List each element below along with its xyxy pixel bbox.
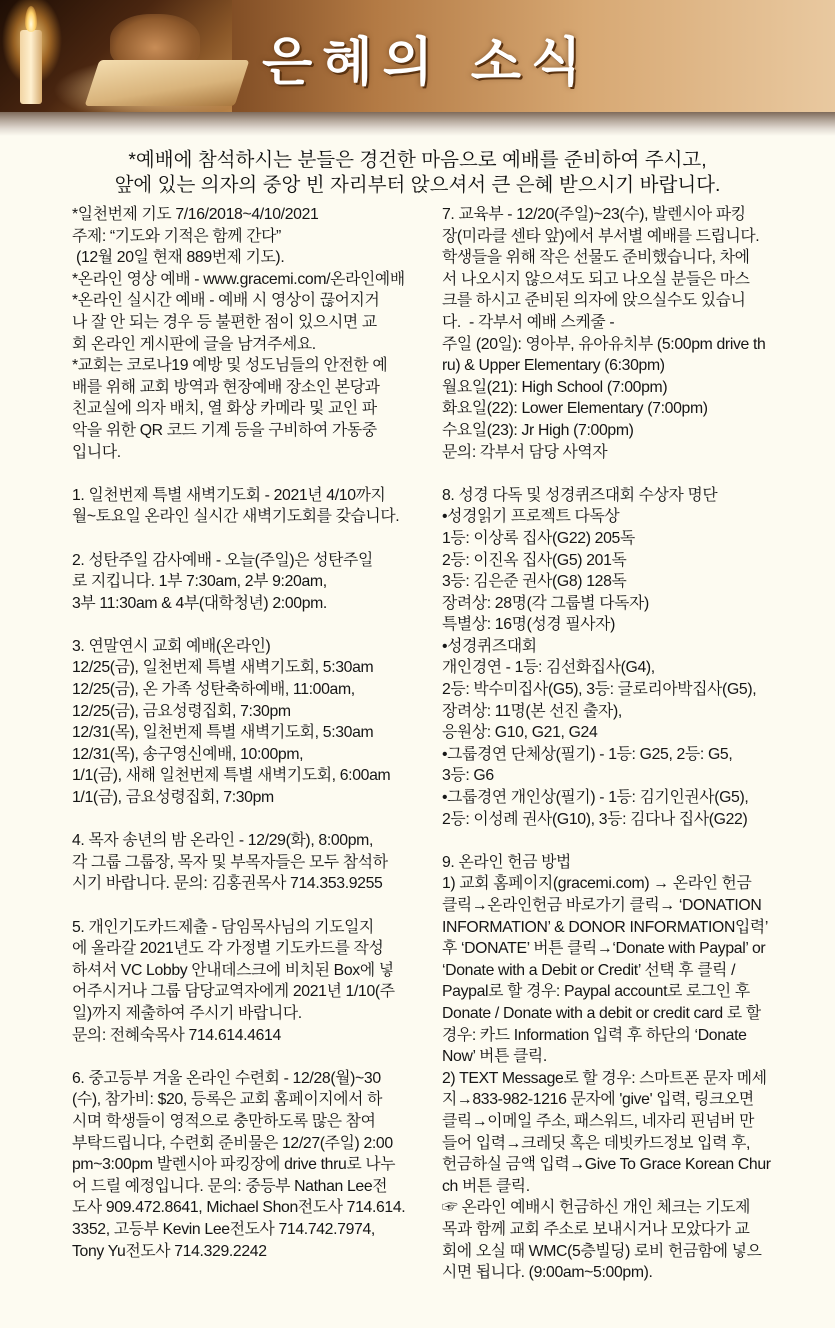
announcement-line: 시며 학생들이 영적으로 충만하도록 많은 참여 [72, 1112, 376, 1130]
announcement-line: Now’ 버튼 클릭. [442, 1048, 547, 1066]
announcement-line: 주일 (20일): 영아부, 유아유치부 (5:00pm drive th [442, 335, 766, 353]
announcement-item [72, 917, 432, 1047]
header-banner [0, 0, 835, 112]
announcement-line: 3등: 김은준 권사(G8) 128독 [442, 573, 627, 591]
announcement-line: 지→833-982-1216 문자에 'give' 입력, 링크오면 [442, 1091, 754, 1109]
announcement-line: (12월 20일 현재 889번제 기도). [72, 249, 285, 267]
announcement-line: pm~3:00pm 발렌시아 파킹장에 drive thru로 나누 [72, 1156, 396, 1174]
intro-notice [0, 148, 835, 198]
announcement-line: 도사 909.472.8641, Michael Shon전도사 714.614. [72, 1199, 406, 1217]
announcement-line: •성경퀴즈대회 [442, 637, 537, 655]
announcement-line: 12/31(목), 송구영신예배, 10:00pm, [72, 745, 304, 763]
announcement-line: 7. 교육부 - 12/20(주일)~23(수), 발렌시아 파킹 [442, 206, 746, 223]
announcement-line: 에 올라갈 2021년도 각 가정별 기도카드를 작성 [72, 940, 384, 958]
announcement-line: 3. 연말연시 교회 예배(온라인) [72, 637, 271, 655]
announcement-line: 들어 입력→크레딧 혹은 데빗카드정보 입력 후, [442, 1134, 751, 1152]
announcement-line: ☞ 온라인 예배시 헌금하신 개인 체크는 기도제 [442, 1199, 751, 1217]
announcement-line: INFORMATION’ & DONOR INFORMATION입력’ [442, 918, 769, 936]
announcement-line: 클릭→온라인헌금 바로가기 클릭→ ‘DONATION [442, 897, 762, 914]
announcement-line: *온라인 실시간 예배 - 예배 시 영상이 끊어지거 [72, 292, 380, 310]
announcement-line: 입니다. [72, 443, 121, 461]
announcement-line: 12/25(금), 금요성령집회, 7:30pm [72, 702, 291, 720]
flame-icon [25, 6, 37, 32]
announcement-item [72, 550, 432, 615]
announcement-item [442, 204, 802, 463]
announcement-line: 학생들을 위해 작은 선물도 준비했습니다, 차에 [442, 249, 750, 267]
announcement-line: 4. 목자 송년의 밤 온라인 - 12/29(화), 8:00pm, [72, 832, 374, 850]
announcement-line: 부탁드립니다, 수련회 준비물은 12/27(주일) 2:00 [72, 1134, 393, 1152]
announcement-line: 악을 위한 QR 코드 기계 등을 구비하여 가동중 [72, 421, 377, 439]
announcement-line: Paypal로 할 경우: Paypal account로 로그인 후 [442, 983, 750, 1001]
announcement-item [72, 1068, 432, 1262]
announcement-line: 다. - 각부서 예배 스케줄 - [442, 313, 615, 331]
announcement-line: 8. 성경 다독 및 성경퀴즈대회 수상자 명단 [442, 486, 718, 504]
announcement-line: 응원상: G10, G21, G24 [442, 724, 598, 742]
announcement-line: 9. 온라인 헌금 방법 [442, 853, 571, 871]
announcement-line: 목과 함께 교회 주소로 보내시거나 모았다가 교 [442, 1220, 750, 1238]
announcement-line: 후 ‘DONATE’ 버튼 클릭→‘Donate with Paypal’ or [442, 940, 766, 958]
announcement-line: 2) TEXT Message로 할 경우: 스마트폰 문자 메세 [442, 1069, 767, 1087]
announcement-line: 회에 오실 때 WMC(5층빌딩) 로비 헌금함에 넣으 [442, 1242, 762, 1260]
announcement-item [72, 204, 432, 463]
announcement-line: 특별상: 16명(성경 필사자) [442, 616, 615, 634]
announcement-line: 장(미라클 센타 앞)에서 부서별 예배를 드립니다. [442, 227, 760, 245]
intro-line: 앞에 있는 의자의 중앙 빈 자리부터 앉으셔서 큰 은혜 받으시기 바랍니다. [114, 174, 721, 196]
announcement-line: 1. 일천번제 특별 새벽기도회 - 2021년 4/10까지 [72, 486, 386, 504]
intro-line: *예배에 참석하시는 분들은 경건한 마음으로 예배를 준비하여 주시고, [128, 149, 707, 171]
announcement-line: 어주시거나 그룹 담당교역자에게 2021년 1/10(주 [72, 983, 395, 1001]
announcement-line: 화요일(22): Lower Elementary (7:00pm) [442, 400, 708, 418]
announcement-line: 장려상: 11명(본 선진 출자), [442, 702, 622, 720]
announcement-line: •그룹경연 단체상(필기) - 1등: G25, 2등: G5, [442, 745, 733, 763]
announcement-item [72, 636, 432, 809]
announcement-line: 장려상: 28명(각 그룹별 다독자) [442, 594, 649, 612]
announcement-line: 경우: 카드 Information 입력 후 하단의 ‘Donate [442, 1026, 747, 1044]
announcement-line: 친교실에 의자 배치, 열 화상 카메라 및 교인 파 [72, 400, 377, 418]
announcement-line: ‘Donate with a Debit or Credit’ 선택 후 클릭 / [442, 961, 736, 979]
announcement-line: 3352, 고등부 Kevin Lee전도사 714.742.7974, [72, 1220, 375, 1238]
announcement-line: 3등: G6 [442, 767, 494, 785]
announcement-line: 2. 성탄주일 감사예배 - 오늘(주일)은 성탄주일 [72, 551, 373, 569]
announcement-line: 시면 됩니다. (9:00am~5:00pm). [442, 1264, 653, 1282]
announcement-line: 5. 개인기도카드제출 - 담임목사님의 기도일지 [72, 918, 374, 936]
announcement-line: 배를 위해 교회 방역과 현장예배 장소인 본당과 [72, 378, 380, 396]
announcement-line: 1/1(금), 새해 일천번제 특별 새벽기도회, 6:00am [72, 767, 391, 785]
announcement-line: 6. 중고등부 겨울 온라인 수련회 - 12/28(월)~30 [72, 1069, 381, 1087]
announcement-line: Tony Yu전도사 714.329.2242 [72, 1242, 267, 1260]
left-column [72, 204, 432, 1262]
announcement-line: 나 잘 안 되는 경우 등 불편한 점이 있으시면 교 [72, 313, 377, 331]
announcement-line: Donate / Donate with a debit or credit card 로 할 [442, 1004, 761, 1022]
announcement-line: *교회는 코로나19 예방 및 성도님들의 안전한 예 [72, 357, 388, 375]
candle-icon [20, 30, 42, 104]
announcement-line: 각 그룹 그룹장, 목자 및 부목자들은 모두 참석하 [72, 853, 388, 871]
candle-prayer-photo [0, 0, 232, 112]
announcement-line: 월요일(21): High School (7:00pm) [442, 378, 668, 396]
announcement-line: 2등: 박수미집사(G5), 3등: 글로리아박집사(G5), [442, 681, 757, 699]
announcement-line: 수요일(23): Jr High (7:00pm) [442, 421, 634, 439]
announcement-line: 2등: 이진옥 집사(G5) 201독 [442, 551, 627, 569]
announcement-item [442, 485, 802, 831]
announcement-line: 회 온라인 게시판에 글을 남겨주세요. [72, 335, 316, 353]
open-bible-image [85, 60, 250, 106]
announcement-line: 문의: 각부서 담당 사역자 [442, 443, 608, 461]
announcement-line: 주제: “기도와 기적은 함께 간다” [72, 227, 281, 245]
announcement-line: •성경읽기 프로젝트 다독상 [442, 508, 620, 526]
announcement-item [72, 485, 432, 528]
page-title: 은혜의 소식 [262, 32, 592, 93]
announcement-line: 12/25(금), 온 가족 성탄축하예배, 11:00am, [72, 681, 355, 699]
announcement-line: 서 나오시지 않으셔도 되고 나오실 분들은 마스 [442, 270, 750, 288]
announcement-line: 문의: 전혜숙목사 714.614.4614 [72, 1026, 281, 1044]
announcement-line: 월~토요일 온라인 실시간 새벽기도회를 갖습니다. [72, 508, 400, 526]
announcement-line: *일천번제 기도 7/16/2018~4/10/2021 [72, 206, 319, 223]
announcement-line: ch 버튼 클릭. [442, 1177, 530, 1195]
announcement-line: 크를 하시고 준비된 의자에 앉으실수도 있습니 [442, 292, 746, 310]
right-column [442, 204, 802, 1284]
announcement-item [72, 830, 432, 895]
announcement-line: 로 지킵니다. 1부 7:30am, 2부 9:20am, [72, 573, 327, 591]
announcement-line: 1등: 이상록 집사(G22) 205독 [442, 529, 635, 547]
announcement-line: 1/1(금), 금요성령집회, 7:30pm [72, 789, 274, 807]
announcement-line: 헌금하실 금액 입력→Give To Grace Korean Chur [442, 1156, 771, 1174]
announcement-line: 일)까지 제출하여 주시기 바랍니다. [72, 1004, 302, 1022]
announcement-line: (수), 참가비: $20, 등록은 교회 홈페이지에서 하 [72, 1091, 383, 1109]
announcement-line: 시기 바랍니다. 문의: 김홍권목사 714.353.9255 [72, 875, 383, 893]
announcement-line: •그룹경연 개인상(필기) - 1등: 김기인권사(G5), [442, 789, 749, 807]
header-divider-band [0, 112, 835, 136]
announcement-line: 12/25(금), 일천번제 특별 새벽기도회, 5:30am [72, 659, 374, 677]
announcement-line: 2등: 이성례 권사(G10), 3등: 김다나 집사(G22) [442, 810, 748, 828]
announcement-item [442, 852, 802, 1284]
announcement-line: 개인경연 - 1등: 김선화집사(G4), [442, 659, 655, 677]
announcement-line: *온라인 영상 예배 - www.gracemi.com/온라인예배 [72, 270, 405, 288]
announcement-line: 1) 교회 홈페이지(gracemi.com) → 온라인 헌금 [442, 875, 752, 893]
announcement-line: 3부 11:30am & 4부(대학청년) 2:00pm. [72, 594, 327, 612]
announcement-line: 어 드릴 예정입니다. 문의: 중등부 Nathan Lee전 [72, 1177, 388, 1195]
announcement-line: ru) & Upper Elementary (6:30pm) [442, 357, 665, 375]
announcement-line: 12/31(목), 일천번제 특별 새벽기도회, 5:30am [72, 724, 374, 742]
announcement-line: 클릭→이메일 주소, 패스워드, 네자리 핀넘버 만 [442, 1112, 755, 1130]
announcement-line: 하셔서 VC Lobby 안내데스크에 비치된 Box에 넣 [72, 961, 394, 979]
